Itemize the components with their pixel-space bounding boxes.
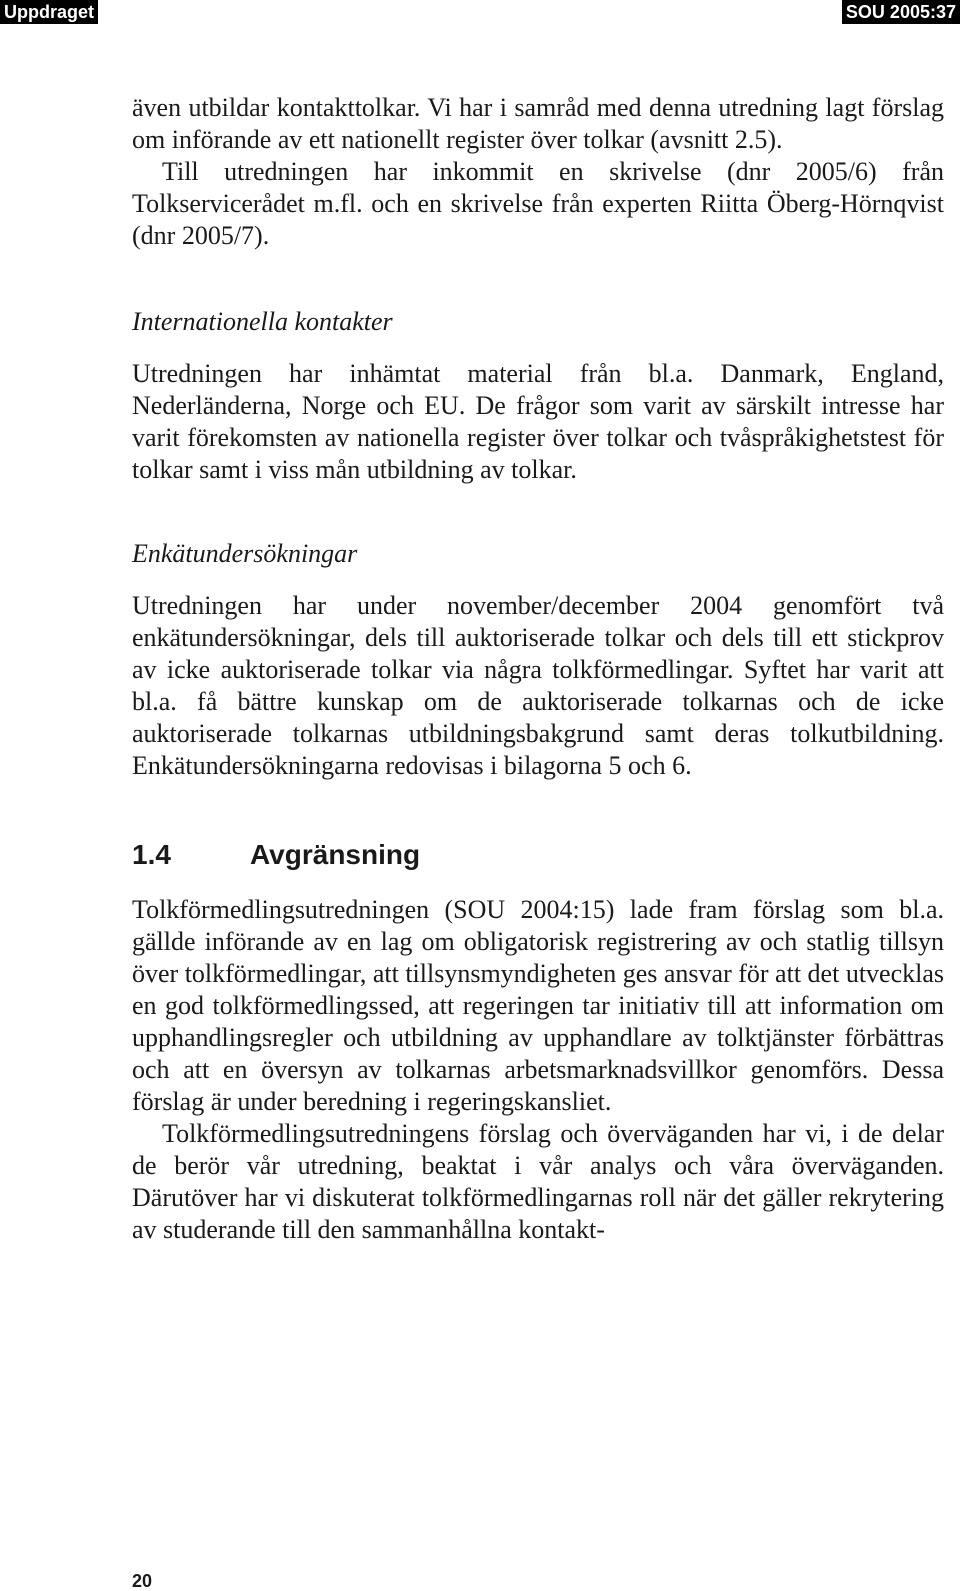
header-chapter: Uppdraget xyxy=(0,0,98,24)
intro-paragraph-2: Till utredningen har inkommit en skrivelse (dnr 2005/6) från Tolkservicerådet m.fl. och en skrivelse från experten Riitta Öberg-Hörnqvist (dnr 2005/7). xyxy=(132,157,944,250)
page-body xyxy=(132,92,944,1246)
section-paragraph-2: Tolkförmedlingsutredningens förslag och överväganden har vi, i de delar de berör vår utredning, beaktat i vår analys och våra överväganden. Därutöver har vi diskuterat tolkförmedlingarnas roll när det gäller rekrytering av studerande till den sammanhållna kontakt- xyxy=(132,1119,944,1244)
section-number: 1.4 xyxy=(132,839,171,870)
section-title: Avgränsning xyxy=(250,839,421,870)
surveys-paragraph: Utredningen har under november/december 2004 genomfört två enkätundersökningar, dels till auktoriserade tolkar och dels till ett stickprov av icke auktoriserade tolkar via några tolkförmedlingar. Syftet har varit att bl.a. få bättre kunskap om de auktoriserade tolkarnas och de icke auktoriserade tolkarnas utbildningsbakgrund samt deras tolkutbildning. Enkätundersökningarna redovisas i bilagorna 5 och 6. xyxy=(132,591,944,780)
subheading-international: Internationella kontakter xyxy=(132,307,393,336)
intro-paragraph-1: även utbildar kontakttolkar. Vi har i samråd med denna utredning lagt förslag om införande av ett nationellt register över tolkar (avsnitt 2.5). xyxy=(132,93,944,154)
header-document-id: SOU 2005:37 xyxy=(842,0,960,24)
subheading-surveys: Enkätundersökningar xyxy=(132,539,358,568)
section-paragraph-1: Tolkförmedlingsutredningen (SOU 2004:15) lade fram förslag som bl.a. gällde införande av en lag om obligatorisk registrering av och statlig tillsyn över tolkförmedlingar, att tillsynsmyndigheten ges ansvar för att det utvecklas en god tolkförmedlingssed, att regeringen tar initiativ till att information om upphandlingsregler och utbildning av upphandlare av tolktjänster förbättras och att en översyn av tolkarnas arbetsmarknadsvillkor genomförs. Dessa förslag är under beredning i regeringskansliet. xyxy=(132,895,944,1116)
section-heading xyxy=(132,838,944,872)
page-number: 20 xyxy=(132,1571,153,1591)
running-header xyxy=(0,0,960,24)
international-paragraph: Utredningen har inhämtat material från bl.a. Danmark, England, Nederländerna, Norge och EU. De frågor som varit av särskilt intresse har varit förekomsten av nationella register över tolkar och tvåspråkighetstest för tolkar samt i viss mån utbildning av tolkar. xyxy=(132,359,944,484)
